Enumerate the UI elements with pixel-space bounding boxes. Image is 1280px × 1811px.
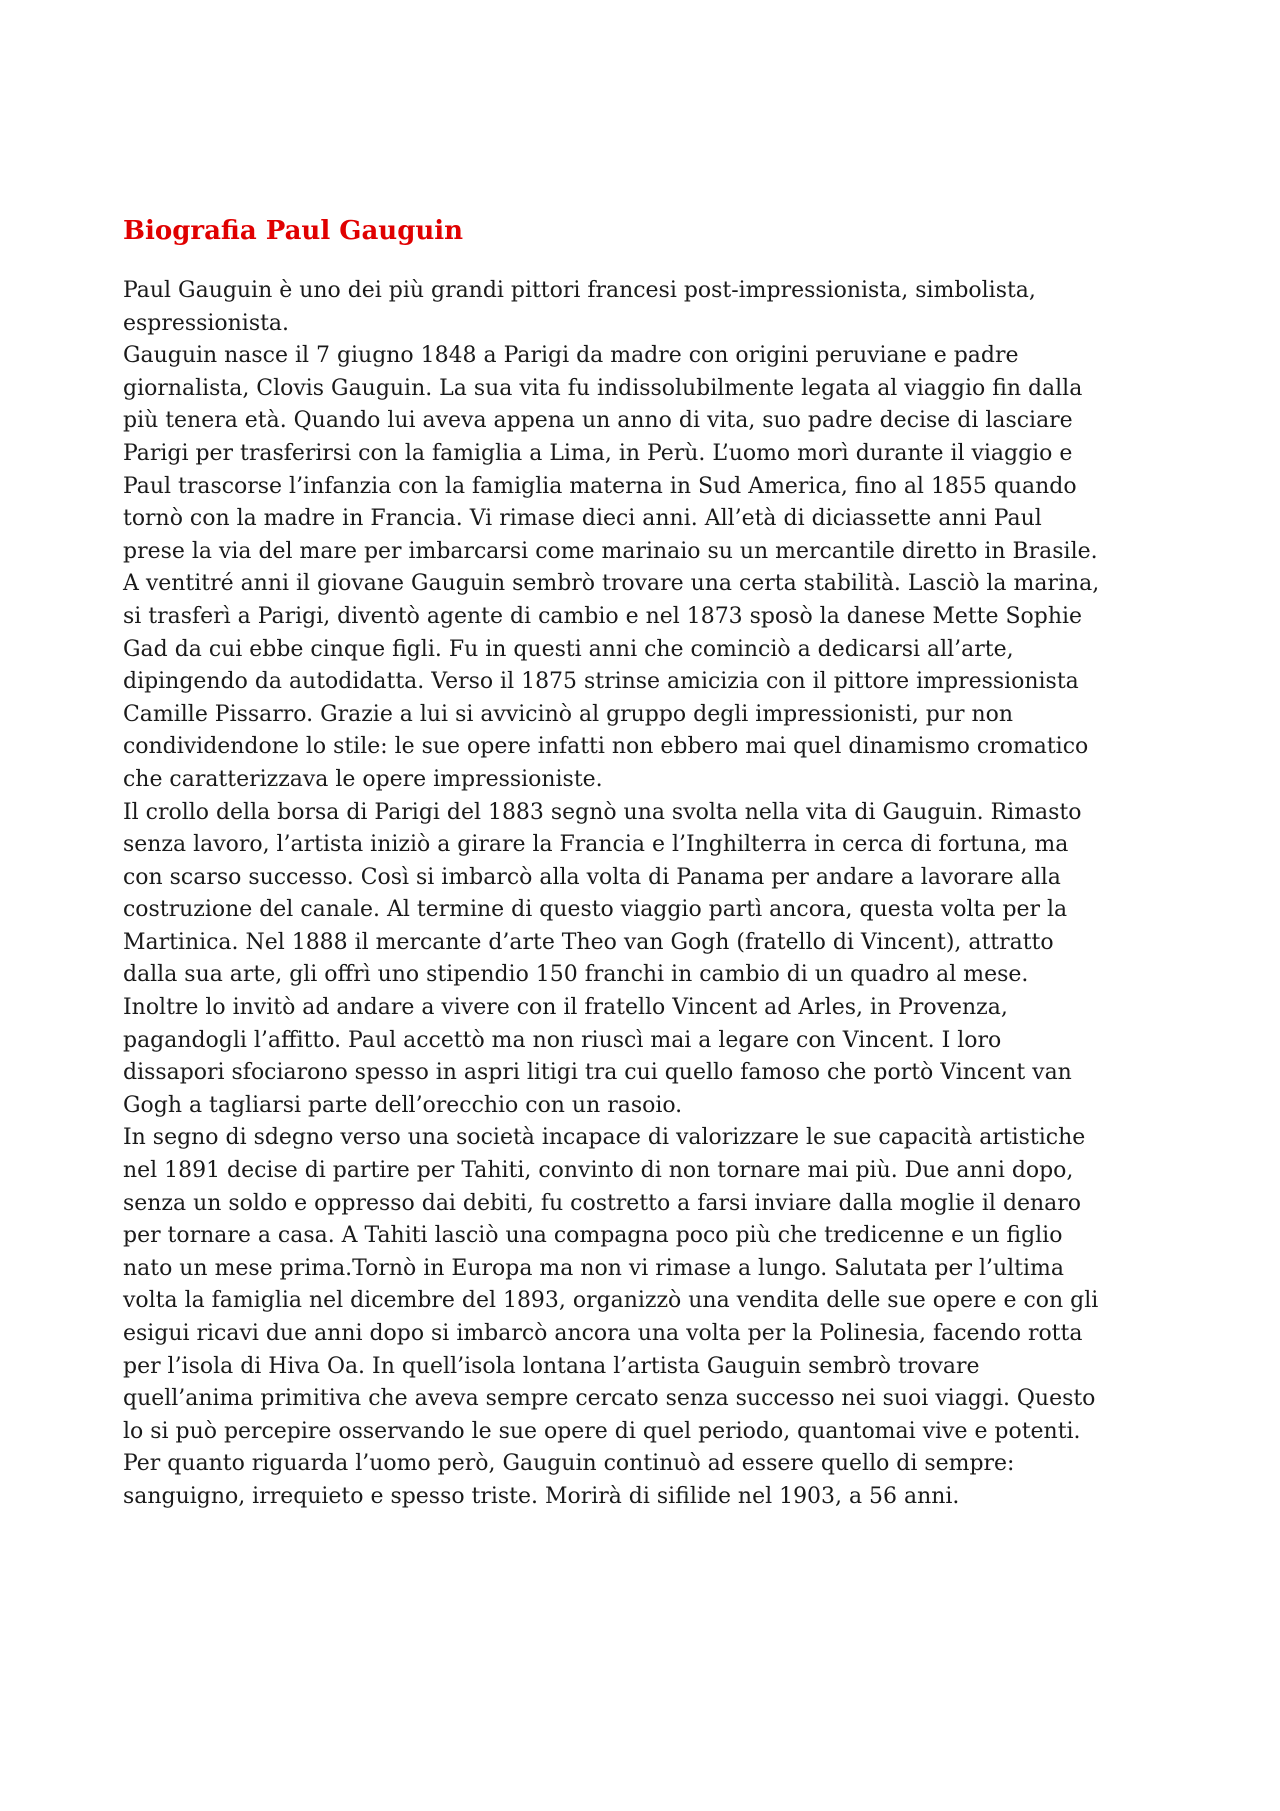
body-line: che caratterizzava le opere impressioniste. xyxy=(123,766,603,792)
body-line: A ventitré anni il giovane Gauguin sembrò trovare una certa stabilità. Lasciò la marina, xyxy=(123,571,1100,597)
body-line: esigui ricavi due anni dopo si imbarcò ancora una volta per la Polinesia, facendo rotta xyxy=(123,1321,1083,1346)
body-line: Paul Gauguin è uno dei più grandi pittori francesi post-impressionista, simbolista, xyxy=(123,278,1036,303)
body-line: Parigi per trasferirsi con la famiglia a Lima, in Perù. L’uomo morì durante il viaggio e xyxy=(123,440,1073,466)
body-line: Gauguin nasce il 7 giugno 1848 a Parigi da madre con origini peruviane e padre xyxy=(123,343,1019,369)
body-line: per tornare a casa. A Tahiti lasciò una compagna poco più che tredicenne e un figlio xyxy=(123,1223,1063,1249)
body-line: nato un mese prima.Tornò in Europa ma non vi rimase a lungo. Salutata per l’ultima xyxy=(123,1255,1064,1281)
document-content xyxy=(123,213,1183,1514)
body-line: espressionista. xyxy=(123,310,289,336)
body-line: pagandogli l’affitto. Paul accettò ma non riuscì mai a legare con Vincent. I loro xyxy=(123,1027,1002,1053)
body-line: In segno di sdegno verso una società incapace di valorizzare le sue capacità artistiche xyxy=(123,1125,1086,1151)
document-body xyxy=(123,275,1183,1514)
body-line: prese la via del mare per imbarcarsi come marinaio su un mercantile diretto in Brasile. xyxy=(123,538,1098,564)
body-line: condividendone lo stile: le sue opere infatti non ebbero mai quel dinamismo cromatico xyxy=(123,734,1089,760)
body-line: tornò con la madre in Francia. Vi rimase dieci anni. All’età di diciassette anni Paul xyxy=(123,506,1042,532)
body-line: Inoltre lo invitò ad andare a vivere con il fratello Vincent ad Arles, in Provenza, xyxy=(123,995,1008,1021)
body-line: dalla sua arte, gli offrì uno stipendio 150 franchi in cambio di un quadro al mese. xyxy=(123,962,1029,988)
document-title: Biografia Paul Gauguin xyxy=(123,216,464,246)
body-line: Camille Pissarro. Grazie a lui si avvicinò al gruppo degli impressionisti, pur non xyxy=(123,701,1014,727)
body-line: quell’anima primitiva che aveva sempre cercato senza successo nei suoi viaggi. Questo xyxy=(123,1386,1096,1412)
body-line: dissapori sfociarono spesso in aspri litigi tra cui quello famoso che portò Vincent van xyxy=(123,1060,1072,1086)
body-line: per l’isola di Hiva Oa. In quell’isola lontana l’artista Gauguin sembrò trovare xyxy=(123,1353,980,1379)
body-line: più tenera età. Quando lui aveva appena un anno di vita, suo padre decise di lasciare xyxy=(123,408,1073,434)
body-line: costruzione del canale. Al termine di questo viaggio partì ancora, questa volta per la xyxy=(123,897,1068,923)
body-line: lo si può percepire osservando le sue opere di quel periodo, quantomai vive e potenti. xyxy=(123,1418,1081,1444)
body-line: Paul trascorse l’infanzia con la famiglia materna in Sud America, fino al 1855 quando xyxy=(123,473,1077,499)
body-line: sanguigno, irrequieto e spesso triste. Morirà di sifilide nel 1903, a 56 anni. xyxy=(123,1483,960,1509)
body-line: dipingendo da autodidatta. Verso il 1875 strinse amicizia con il pittore impressionista xyxy=(123,669,1079,695)
body-line: nel 1891 decise di partire per Tahiti, convinto di non tornare mai più. Due anni dopo, xyxy=(123,1158,1074,1184)
body-line: Per quanto riguarda l’uomo però, Gauguin continuò ad essere quello di sempre: xyxy=(123,1451,1015,1477)
body-line: senza lavoro, l’artista iniziò a girare la Francia e l’Inghilterra in cerca di fortuna, ma xyxy=(123,832,1069,858)
body-line: giornalista, Clovis Gauguin. La sua vita fu indissolubilmente legata al viaggio fin dalla xyxy=(123,375,1083,401)
body-line: si trasferì a Parigi, diventò agente di cambio e nel 1873 sposò la danese Mette Sophie xyxy=(123,603,1083,629)
body-line: con scarso successo. Così si imbarcò alla volta di Panama per andare a lavorare alla xyxy=(123,864,1061,890)
body-line: Il crollo della borsa di Parigi del 1883 segnò una svolta nella vita di Gauguin. Rimasto xyxy=(123,799,1082,825)
body-line: Gad da cui ebbe cinque figli. Fu in questi anni che cominciò a dedicarsi all’arte, xyxy=(123,636,1014,662)
body-line: Martinica. Nel 1888 il mercante d’arte Theo van Gogh (fratello di Vincent), attratto xyxy=(123,929,1054,955)
body-line: Gogh a tagliarsi parte dell’orecchio con un rasoio. xyxy=(123,1092,683,1118)
body-line: senza un soldo e oppresso dai debiti, fu costretto a farsi inviare dalla moglie il denaro xyxy=(123,1190,1081,1216)
body-line: volta la famiglia nel dicembre del 1893, organizzò una vendita delle sue opere e con gli xyxy=(123,1288,1099,1314)
